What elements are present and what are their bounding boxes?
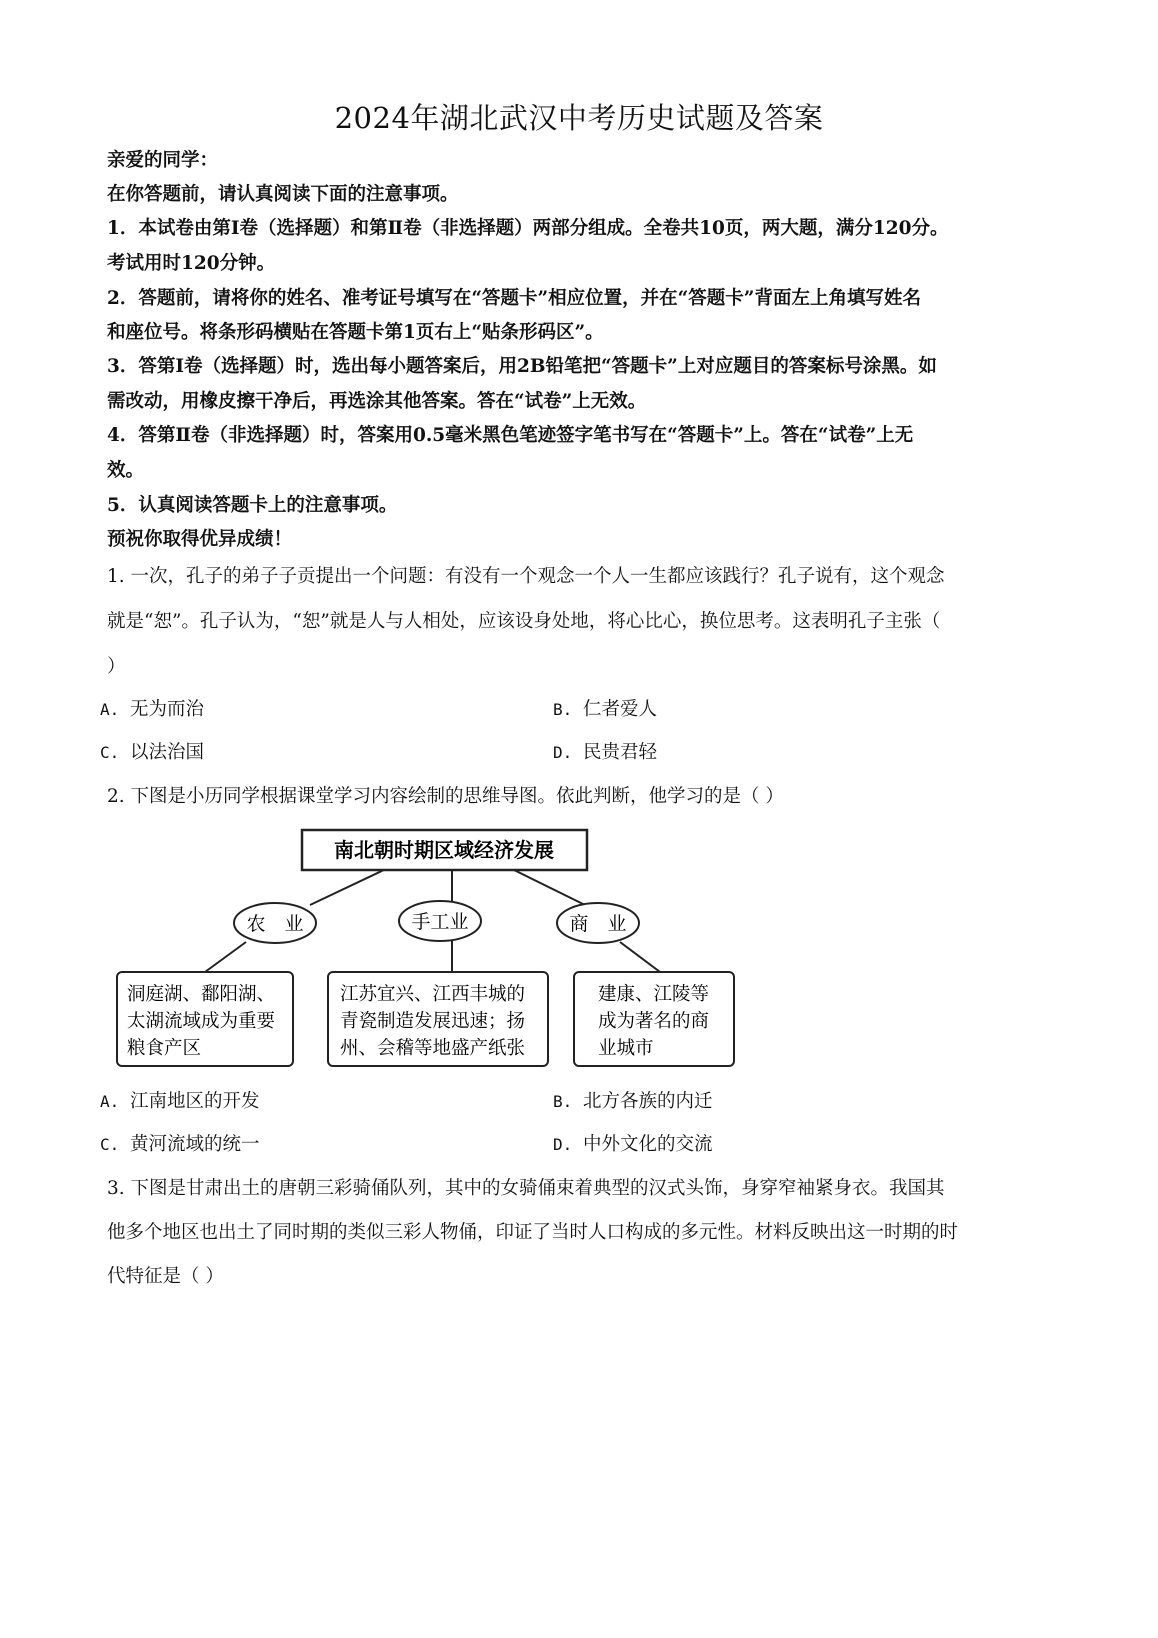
note-2-line-2: 和座位号。将条形码横贴在答题卡第1页右上“贴条形码区”。 (107, 322, 604, 343)
q2-stem-line-1: 2. 下图是小历同学根据课堂学习内容绘制的思维导图。依此判断，他学习的是（ ） (107, 786, 784, 807)
q1-stem-line-3: ） (107, 656, 126, 677)
good-luck-wish: 预祝你取得优异成绩！ (107, 529, 293, 550)
note-4-line-1: 4．答第Ⅱ卷（非选择题）时，答案用0.5毫米黑色笔迹签字笔书写在“答题卡”上。答在“试卷”上无 (107, 425, 914, 446)
q2-option-c[interactable]: C. 黄河流域的统一 (100, 1134, 260, 1155)
commerce-detail-box (574, 972, 734, 1066)
q1-option-c[interactable]: C. 以法治国 (100, 742, 205, 763)
branch-commerce-label: 商 业 (569, 913, 627, 935)
note-3-line-2: 需改动，用橡皮擦干净后，再选涂其他答案。答在“试卷”上无效。 (107, 391, 647, 412)
q2-option-b[interactable]: B. 北方各族的内迁 (553, 1091, 713, 1112)
note-1-line-1: 1．本试卷由第Ⅰ卷（选择题）和第Ⅱ卷（非选择题）两部分组成。全卷共10页，两大题，满分120分。 (107, 218, 949, 239)
handicraft-detail-line-3: 州、会稽等地盛产纸张 (340, 1038, 526, 1059)
agriculture-detail-line-2: 太湖流域成为重要 (127, 1011, 276, 1032)
greeting: 亲爱的同学： (107, 150, 219, 171)
note-4-line-2: 效。 (107, 460, 145, 481)
note-1-line-2: 考试用时120分钟。 (107, 253, 276, 274)
handicraft-detail-line-1: 江苏宜兴、江西丰城的 (340, 984, 526, 1005)
q2-option-a[interactable]: A. 江南地区的开发 (100, 1091, 260, 1112)
q1-option-d[interactable]: D. 民贵君轻 (553, 742, 658, 763)
commerce-detail-line-3: 业城市 (598, 1038, 654, 1059)
q1-option-a[interactable]: A. 无为而治 (100, 699, 205, 720)
q3-stem-line-2: 他多个地区也出土了同时期的类似三彩人物俑，印证了当时人口构成的多元性。材料反映出这一时期的时 (107, 1222, 959, 1243)
note-5: 5．认真阅读答题卡上的注意事项。 (107, 495, 398, 516)
commerce-detail-line-2: 成为著名的商 (598, 1011, 710, 1032)
branch-handicraft (399, 901, 481, 941)
q2-option-d[interactable]: D. 中外文化的交流 (553, 1134, 713, 1155)
q1-stem-line-1: 1. 一次，孔子的弟子子贡提出一个问题：有没有一个观念一个人一生都应该践行？孔子说有，这个观念 (107, 566, 945, 587)
agriculture-detail-line-1: 洞庭湖、鄱阳湖、 (127, 984, 276, 1005)
handicraft-detail-line-2: 青瓷制造发展迅速；扬 (340, 1011, 526, 1032)
agriculture-detail-box (117, 972, 293, 1066)
page-title: 2024年湖北武汉中考历史试题及答案 (334, 101, 824, 135)
root-node-label: 南北朝时期区域经济发展 (334, 838, 554, 862)
branch-commerce (557, 903, 639, 943)
root-node (302, 830, 587, 870)
q3-stem-line-3: 代特征是（ ） (107, 1266, 224, 1287)
note-3-line-1: 3．答第Ⅰ卷（选择题）时，选出每小题答案后，用2B铅笔把“答题卡”上对应题目的答案标号涂黑。如 (107, 356, 937, 377)
note-2-line-1: 2．答题前，请将你的姓名、准考证号填写在“答题卡”相应位置，并在“答题卡”背面左上角填写姓名 (107, 288, 921, 309)
q1-option-b[interactable]: B. 仁者爱人 (553, 699, 658, 720)
agriculture-detail-line-3: 粮食产区 (127, 1038, 202, 1059)
branch-handicraft-label: 手工业 (411, 911, 469, 933)
branch-agriculture-label: 农 业 (246, 913, 304, 935)
q1-stem-line-2: 就是“恕”。孔子认为，“恕”就是人与人相处，应该设身处地，将心比心，换位思考。这表明孔子主张（ (107, 611, 941, 632)
branch-agriculture (234, 903, 316, 943)
handicraft-detail-box (328, 972, 548, 1066)
commerce-detail-line-1: 建康、江陵等 (598, 984, 710, 1005)
q3-stem-line-1: 3. 下图是甘肃出土的唐朝三彩骑俑队列，其中的女骑俑束着典型的汉式头饰，身穿窄袖紧身衣。我国其 (107, 1178, 945, 1199)
instructions-lead: 在你答题前，请认真阅读下面的注意事项。 (107, 184, 459, 205)
